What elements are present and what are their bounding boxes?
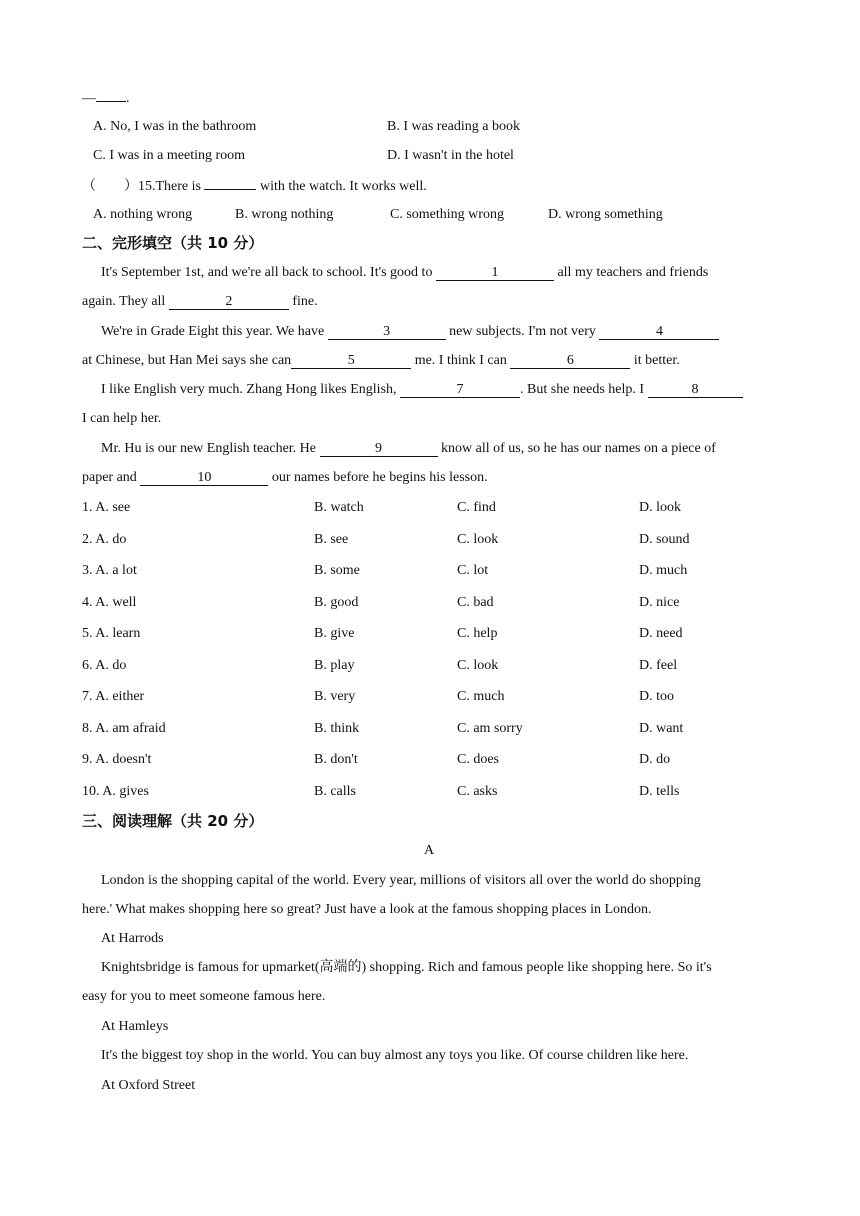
q14-stem: — . (82, 88, 130, 108)
q14-dash: — (82, 91, 96, 106)
q15-stem (82, 176, 427, 196)
section2-title: 二、完形填空（共 10 分） (82, 234, 264, 252)
cloze-blank-4: 4 (599, 324, 719, 340)
cloze-text: Mr. Hu is our new English teacher. He (101, 441, 320, 456)
passage-heading-hamleys: At Hamleys (101, 1019, 169, 1034)
cloze-q7-option-d: D. too (639, 689, 674, 704)
cloze-q2-option-b: B. see (314, 531, 349, 547)
cloze-q2-option-c: C. look (457, 531, 499, 547)
cloze-line-5 (101, 381, 743, 399)
cloze-q10-option-a: 10. A. gives (82, 783, 149, 799)
passage-line-4: Knightsbridge is famous for upmarket(高端的) shopping. Rich and famous people like shopping here. So it's (101, 960, 712, 975)
cloze-q9-option-a: 9. A. doesn't (82, 752, 152, 767)
cloze-q2-option-a: 2. A. do (82, 531, 127, 547)
passage-heading-oxford-street: At Oxford Street (101, 1078, 196, 1093)
cloze-q8-option-d: D. want (639, 720, 684, 736)
q15-number: 15. (138, 179, 156, 194)
cloze-q9-option-d: D. do (639, 752, 671, 767)
q15-text-before: There is (155, 179, 205, 194)
cloze-text: It's September 1st, and we're all back to school. It's good to (101, 265, 436, 280)
cloze-q5-option-a: 5. A. learn (82, 626, 141, 641)
cloze-line-7 (101, 440, 716, 458)
passage-heading-harrods: At Harrods (101, 931, 164, 946)
cloze-q7-option-c: C. much (457, 689, 505, 704)
q14-option-a: A. No, I was in the bathroom (93, 119, 257, 134)
cloze-line-6: I can help her. (82, 411, 162, 426)
cloze-q5-option-d: D. need (639, 626, 683, 641)
cloze-q6-option-c: C. look (457, 657, 499, 673)
cloze-line-1 (101, 264, 708, 282)
q15-option-a: A. nothing wrong (93, 207, 193, 222)
cloze-text: We're in Grade Eight this year. We have (101, 324, 328, 339)
cloze-q1-option-d: D. look (639, 500, 681, 515)
cloze-q1-option-b: B. watch (314, 500, 364, 515)
cloze-q3-option-d: D. much (639, 563, 688, 578)
q14-option-c: C. I was in a meeting room (93, 148, 246, 163)
q14-option-b: B. I was reading a book (387, 119, 520, 134)
q15-answer-paren: （ ） (82, 179, 138, 194)
cloze-q1-option-a: 1. A. see (82, 500, 131, 515)
q15-text-after: with the watch. It works well. (256, 179, 427, 194)
cloze-q10-option-b: B. calls (314, 783, 356, 799)
cloze-q9-option-b: B. don't (314, 752, 358, 767)
cloze-q6-option-b: B. play (314, 657, 355, 673)
cloze-q3-option-c: C. lot (457, 563, 489, 578)
passage-line-2: here.' What makes shopping here so great? Just have a look at the famous shopping places in London. (82, 902, 652, 917)
cloze-blank-3: 3 (328, 324, 446, 340)
q15-option-d: D. wrong something (548, 207, 663, 222)
q14-blank (96, 88, 126, 102)
cloze-q5-option-b: B. give (314, 626, 355, 641)
cloze-text: know all of us, so he has our names on a piece of (437, 441, 716, 456)
cloze-text: me. I think I can (411, 353, 511, 368)
cloze-q3-option-a: 3. A. a lot (82, 563, 137, 578)
q14-option-d: D. I wasn't in the hotel (387, 148, 514, 163)
cloze-text: paper and (82, 470, 141, 485)
cloze-q8-option-b: B. think (314, 720, 360, 736)
cloze-blank-9: 9 (320, 441, 438, 457)
cloze-q4-option-d: D. nice (639, 594, 680, 610)
passage-line-5: easy for you to meet someone famous here. (82, 989, 326, 1004)
cloze-blank-6: 6 (510, 353, 630, 369)
cloze-blank-1: 1 (436, 265, 554, 281)
cloze-blank-8: 8 (648, 382, 743, 398)
cloze-line-2 (82, 293, 318, 311)
cloze-line-3 (101, 323, 719, 341)
q15-option-b: B. wrong nothing (235, 207, 334, 222)
cloze-q4-option-a: 4. A. well (82, 594, 137, 610)
cloze-text: it better. (630, 353, 680, 368)
cloze-blank-2: 2 (169, 294, 289, 310)
cloze-q10-option-c: C. asks (457, 783, 498, 799)
section3-title: 三、阅读理解（共 20 分） (82, 812, 264, 830)
cloze-text: new subjects. I'm not very (445, 324, 600, 339)
cloze-q6-option-a: 6. A. do (82, 657, 127, 673)
cloze-text: . But she needs help. I (520, 382, 648, 397)
cloze-blank-10: 10 (140, 470, 268, 486)
cloze-q7-option-b: B. very (314, 689, 356, 704)
cloze-q6-option-d: D. feel (639, 657, 678, 673)
cloze-text: our names before he begins his lesson. (268, 470, 488, 485)
cloze-q10-option-d: D. tells (639, 783, 680, 799)
cloze-blank-7: 7 (400, 382, 520, 398)
cloze-q7-option-a: 7. A. either (82, 689, 145, 704)
cloze-text: at Chinese, but Han Mei says she can (82, 353, 292, 368)
cloze-q8-option-a: 8. A. am afraid (82, 720, 166, 736)
cloze-q1-option-c: C. find (457, 500, 496, 515)
cloze-q5-option-c: C. help (457, 626, 498, 641)
cloze-q9-option-c: C. does (457, 752, 499, 767)
cloze-q4-option-c: C. bad (457, 594, 494, 610)
cloze-blank-5: 5 (291, 353, 411, 369)
cloze-q4-option-b: B. good (314, 594, 359, 610)
cloze-text: I like English very much. Zhang Hong likes English, (101, 382, 401, 397)
cloze-line-8 (82, 469, 488, 487)
cloze-line-4 (82, 352, 680, 370)
passage-line-1: London is the shopping capital of the world. Every year, millions of visitors all over the world do shopping (101, 873, 701, 888)
cloze-q2-option-d: D. sound (639, 531, 690, 547)
cloze-text: all my teachers and friends (553, 265, 709, 280)
q15-option-c: C. something wrong (390, 207, 504, 222)
cloze-text: again. They all (82, 294, 169, 309)
cloze-q8-option-c: C. am sorry (457, 720, 523, 736)
cloze-q3-option-b: B. some (314, 563, 360, 578)
passage-label: A (424, 843, 435, 858)
passage-line-7: It's the biggest toy shop in the world. You can buy almost any toys you like. Of course children like here. (101, 1048, 689, 1063)
cloze-text: fine. (288, 294, 318, 309)
q15-blank (204, 176, 256, 190)
